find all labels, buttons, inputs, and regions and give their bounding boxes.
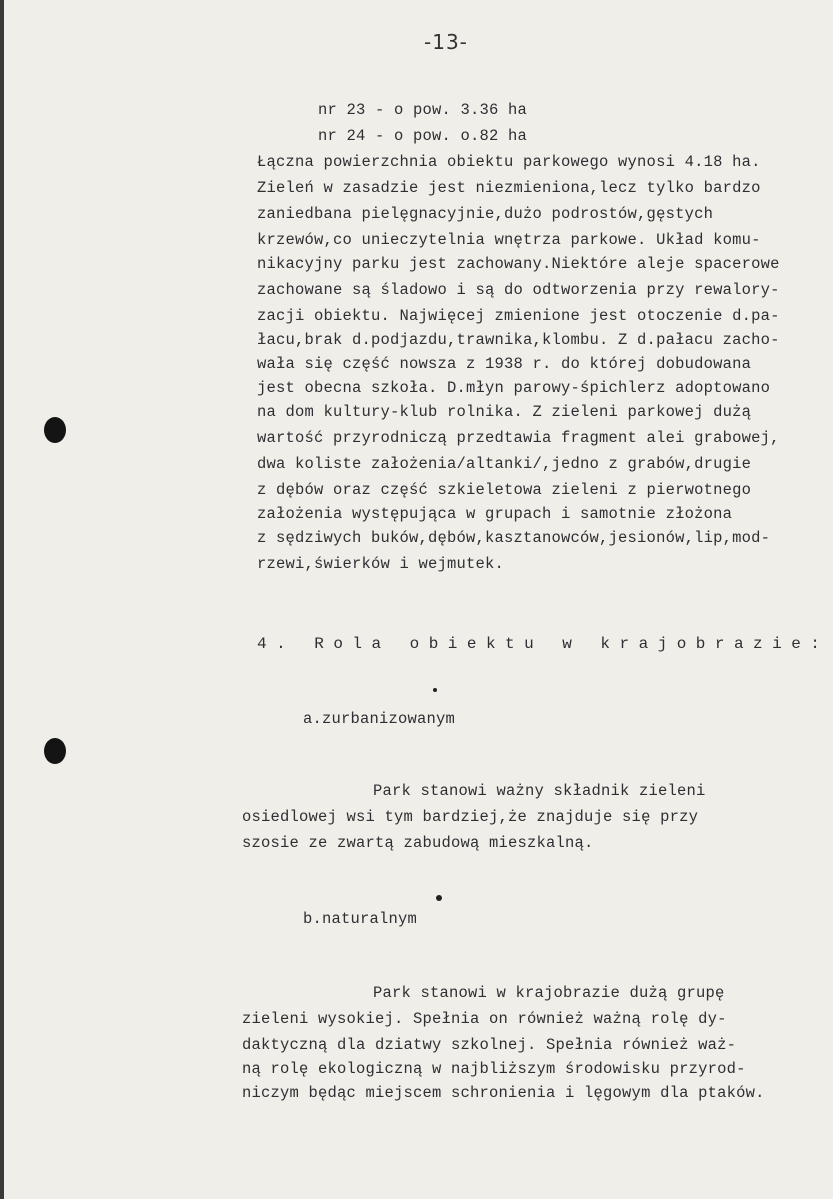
punch-hole-bottom [44, 738, 66, 764]
paragraph-line: zacji obiektu. Najwięcej zmienione jest otoczenie d.pa- [257, 307, 780, 325]
heading-glyph [295, 635, 305, 653]
section-b-line: daktyczną dla dziatwy szkolnej. Spełnia również waż- [242, 1036, 737, 1054]
heading-glyph: a [371, 635, 382, 653]
heading-glyph: w [562, 635, 572, 653]
section-b-line: zieleni wysokiej. Spełnia on również ważną rolę dy- [242, 1010, 727, 1028]
paragraph-line: rzewi,świerków i wejmutek. [257, 555, 505, 573]
paragraph-line: nikacyjny parku jest zachowany.Niektóre aleje spacerowe [257, 255, 780, 273]
heading-glyph [581, 635, 591, 653]
heading-glyph: z [753, 635, 763, 653]
heading-glyph: u [524, 635, 534, 653]
heading-glyph [391, 635, 401, 653]
heading-glyph: t [505, 635, 515, 653]
heading-glyph: k [600, 635, 611, 653]
section-a-line: osiedlowej wsi tym bardziej,że znajduje się przy [242, 808, 699, 826]
heading-glyph: a [638, 635, 649, 653]
heading-glyph: : [810, 635, 820, 653]
heading-glyph: r [714, 635, 725, 653]
paragraph-line: krzewów,co unieczytelnia wnętrza parkowe. Układ komu- [257, 231, 761, 249]
paragraph-line: dwa koliste założenia/altanki/,jedno z grabów,drugie [257, 455, 752, 473]
heading-glyph: o [676, 635, 687, 653]
heading-glyph: j [657, 635, 668, 653]
scan-edge [0, 0, 4, 1199]
paragraph-line: z sędziwych buków,dębów,kasztanowców,jesionów,lip,mod- [257, 529, 771, 547]
heading-glyph: o [409, 635, 420, 653]
area-line: nr 24 - o pow. o.82 ha [318, 127, 528, 145]
paragraph-line: wała się część nowsza z 1938 r. do której dobudowana [257, 355, 752, 373]
section-heading [257, 635, 820, 653]
area-line: nr 23 - o pow. 3.36 ha [318, 101, 528, 119]
heading-glyph: i [447, 635, 458, 653]
section-b-line: Park stanowi w krajobrazie dużą grupę [373, 984, 725, 1002]
heading-glyph: r [619, 635, 630, 653]
section-a-line: Park stanowi ważny składnik zieleni [373, 782, 706, 800]
paragraph-line: założenia występująca w grupach i samotnie złożona [257, 505, 733, 523]
ink-speck [436, 895, 442, 901]
section-b-line: ną rolę ekologiczną w najbliższym środowisku przyrod- [242, 1060, 746, 1078]
ink-speck [433, 688, 437, 692]
section-b-label: b.naturalnym [303, 910, 418, 928]
section-a-line: szosie ze zwartą zabudową mieszkalną. [242, 834, 594, 852]
heading-glyph: e [791, 635, 801, 653]
paragraph-line: na dom kultury-klub rolnika. Z zieleni parkowej dużą [257, 403, 752, 421]
paragraph-line: Łączna powierzchnia obiektu parkowego wynosi 4.18 ha. [257, 153, 761, 171]
heading-glyph: 4 [257, 635, 267, 653]
section-b-line: niczym będąc miejscem schronienia i lęgowym dla ptaków. [242, 1084, 765, 1102]
paragraph-line: łacu,brak d.podjazdu,trawnika,klombu. Z d.pałacu zacho- [257, 331, 780, 349]
heading-glyph: a [733, 635, 744, 653]
paragraph-line: zaniedbana pielęgnacyjnie,dużo podrostów,gęstych [257, 205, 714, 223]
heading-glyph: k [485, 635, 496, 653]
heading-glyph: o [333, 635, 343, 653]
heading-glyph [543, 635, 553, 653]
paragraph-line: jest obecna szkoła. D.młyn parowy-śpichlerz adoptowano [257, 379, 771, 397]
paragraph-line: Zieleń w zasadzie jest niezmieniona,lecz tylko bardzo [257, 179, 761, 197]
heading-glyph: R [314, 635, 324, 653]
heading-glyph: . [276, 635, 286, 653]
heading-glyph: l [352, 635, 362, 653]
page-number: -13- [424, 30, 468, 54]
paragraph-line: wartość przyrodniczą przedtawia fragment alei grabowej, [257, 429, 780, 447]
heading-glyph: b [428, 635, 439, 653]
heading-glyph: e [466, 635, 477, 653]
heading-glyph: i [772, 635, 782, 653]
punch-hole-top [44, 417, 66, 443]
heading-glyph: b [695, 635, 706, 653]
paragraph-line: z dębów oraz część szkieletowa zieleni z pierwotnego [257, 481, 752, 499]
section-a-label: a.zurbanizowanym [303, 710, 456, 728]
paragraph-line: zachowane są śladowo i są do odtworzenia przy rewalory- [257, 281, 780, 299]
